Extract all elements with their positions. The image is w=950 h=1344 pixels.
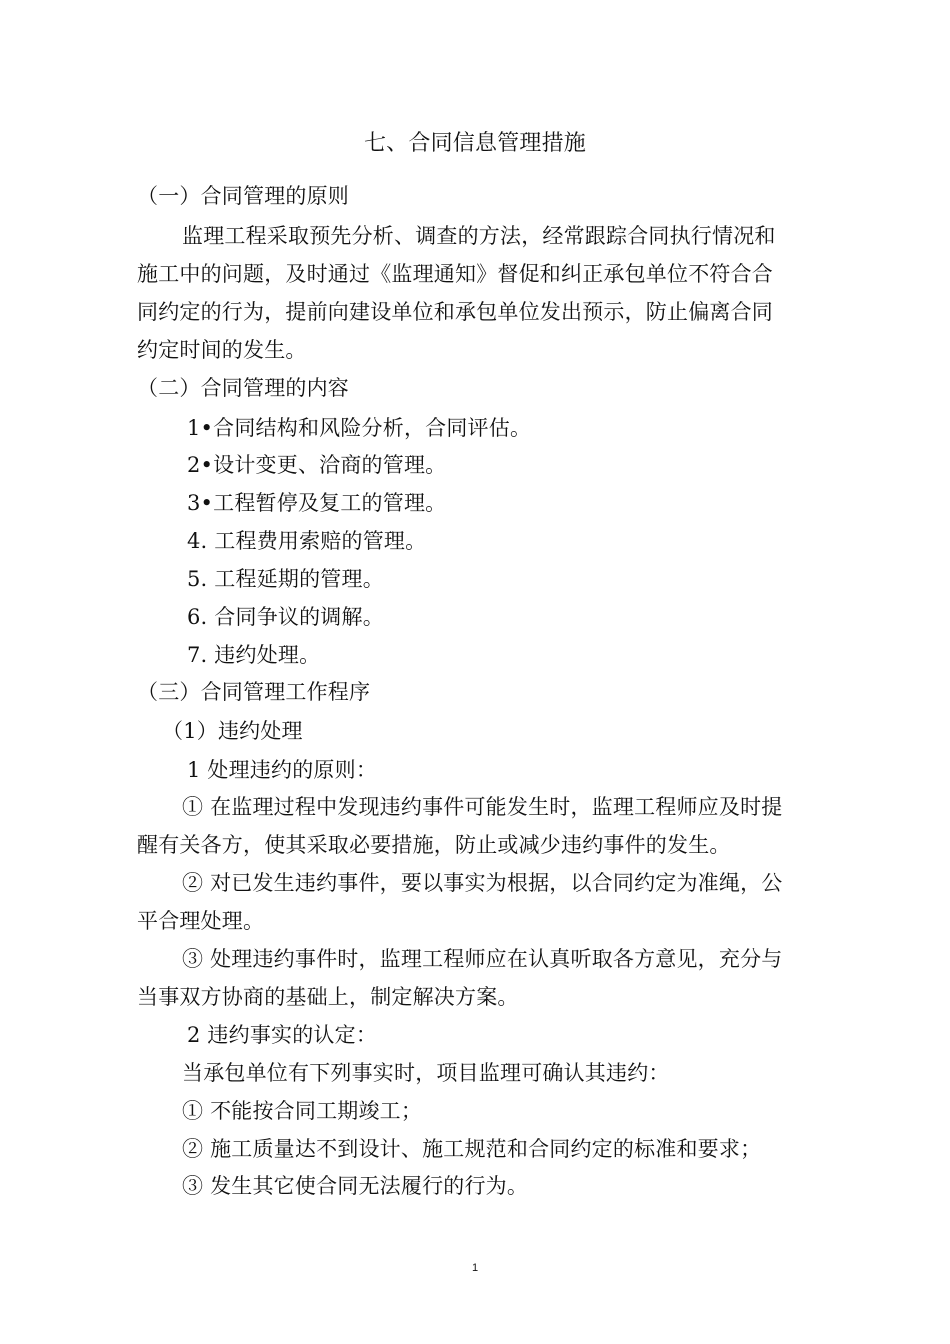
facts-heading: 2 违约事实的认定： xyxy=(187,1023,378,1047)
list-item: 7. 违约处理。 xyxy=(187,643,321,667)
fact-item: ② 施工质量达不到设计、施工规范和合同约定的标准和要求； xyxy=(182,1137,762,1161)
page-number: 1 xyxy=(471,1262,479,1274)
principle-line: 醒有关各方，使其采取必要措施，防止或减少违约事件的发生。 xyxy=(137,833,731,857)
principle-line: ① 在监理过程中发现违约事件可能发生时，监理工程师应及时提 xyxy=(182,795,783,819)
paragraph-line: 施工中的问题，及时通过《监理通知》督促和纠正承包单位不符合合 xyxy=(137,262,773,286)
section-heading-procedure: （三）合同管理工作程序 xyxy=(137,680,371,704)
list-item: 2•设计变更、洽商的管理。 xyxy=(187,453,447,477)
principle-line: ③ 处理违约事件时，监理工程师应在认真听取各方意见，充分与 xyxy=(182,947,783,971)
subsection-heading: （1）违约处理 xyxy=(162,719,303,743)
section-heading-principles: （一）合同管理的原则 xyxy=(137,184,349,208)
list-item: 5. 工程延期的管理。 xyxy=(187,567,384,591)
list-item: 6. 合同争议的调解。 xyxy=(187,605,384,629)
list-item: 4. 工程费用索赔的管理。 xyxy=(187,529,427,553)
document-title: 七、合同信息管理措施 xyxy=(363,131,586,156)
paragraph-line: 约定时间的发生。 xyxy=(137,338,307,362)
principle-line: 平合理处理。 xyxy=(137,909,265,933)
fact-item: ③ 发生其它使合同无法履行的行为。 xyxy=(182,1174,529,1198)
principle-line: ② 对已发生违约事件，要以事实为根据，以合同约定为准绳，公 xyxy=(182,871,783,895)
paragraph-line: 同约定的行为，提前向建设单位和承包单位发出预示，防止偏离合同 xyxy=(137,300,773,324)
paragraph-line: 监理工程采取预先分析、调查的方法，经常跟踪合同执行情况和 xyxy=(182,224,776,248)
principle-line: 当事双方协商的基础上，制定解决方案。 xyxy=(137,985,519,1009)
facts-intro: 当承包单位有下列事实时，项目监理可确认其违约： xyxy=(182,1061,670,1085)
list-item: 1•合同结构和风险分析，合同评估。 xyxy=(187,416,532,440)
section-heading-content: （二）合同管理的内容 xyxy=(137,376,349,400)
principles-heading: 1 处理违约的原则： xyxy=(187,758,378,782)
list-item: 3•工程暂停及复工的管理。 xyxy=(187,491,447,515)
fact-item: ① 不能按合同工期竣工； xyxy=(182,1099,423,1123)
